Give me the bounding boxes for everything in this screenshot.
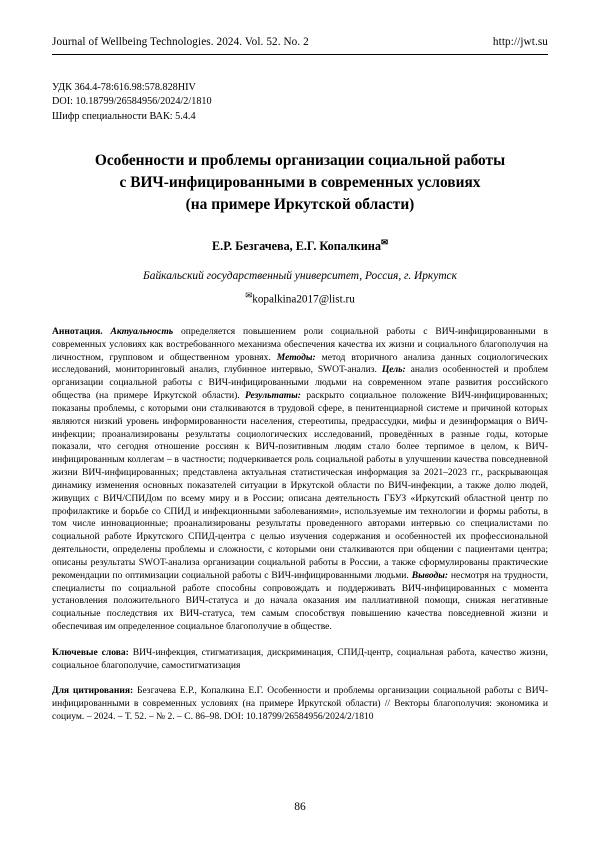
methods-label: Методы:: [276, 351, 316, 363]
email-address[interactable]: kopalkina2017@list.ru: [252, 293, 355, 306]
keywords-label: Ключевые слова:: [52, 646, 129, 658]
running-head: [52, 36, 548, 54]
affiliation: Байкальский государственный университет, Россия, г. Иркутск: [143, 270, 457, 283]
keywords: [52, 647, 548, 673]
journal-reference: Journal of Wellbeing Technologies. 2024. Vol. 52. No. 2: [52, 36, 309, 48]
udk-code: УДК 364.4-78:616.98:578.828HIV: [52, 82, 196, 93]
keywords-text: ВИЧ-инфекция, стигматизация, дискриминация, СПИД-центр, социальная работа, качество жизни, социальное благополучие, самостигматизация: [52, 646, 548, 671]
author-names: Е.Р. Безгачева, Е.Г. Копалкина: [212, 239, 381, 254]
methods-text: метод вторичного анализа данных социологических исследований, мониторинговый анализ, глубинное интервью, SWOT-анализ.: [52, 351, 548, 376]
results-text: раскрыто социальное положение ВИЧ-инфицированных; показаны проблемы, с которыми они сталкиваются в трудовой сфере, в пенитенциарной системе и причиной которых являются низкий уровень информированности населения, стереотипы, предрассудки, мифы и дезинформация о ВИЧ-инфекции; проанализированы результаты социологических исследований, проведённых в разные годы, которые показали, что сегодня отношение россиян к ВИЧ-позитивным людям стало более терпимое в целом, к ВИЧ-инфицированным коллегам – в частности; подчеркивается роль социальной работы в улучшении качества повседневной жизни ВИЧ-инфицированных; представлена актуальная статистическая информация за 2021–2023 гг., раскрывающая динамику изменения основных показателей ситуации в Иркутской области по ВИЧ-инфекции, а также долю людей, живущих с ВИЧ/СПИДом по всему миру и в России; описана деятельность ГБУЗ «Иркутский областной центр по профилактике и борьбе со СПИД и инфекционными заболеваниями», используемые им технологии и формы работы, в том числе инновационные; проанализированы результаты проведенного авторами интервью со специалистами по социальной работе Иркутского СПИД-центра с целью изучения содержания и особенностей их профессиональной деятельности, определены проблемы и сложности, с которыми они сталкиваются при общении с пациентами центра; описаны результаты SWOT-анализа организации социальной работы в России, а также сформулированы практические рекомендации по оптимизации социальной работы с ВИЧ-инфицированными людьми.: [52, 390, 548, 581]
relevance-text: определяется повышением роли социальной работы с ВИЧ-инфицированными в современных условиях как востребованного механизма обеспечения качества их жизни и социального благополучия на личностном, групповом и общественном уровнях.: [52, 325, 548, 363]
page-number: 86: [294, 801, 306, 813]
vak-code: Шифр специальности ВАК: 5.4.4: [52, 110, 196, 122]
title-line-1: Особенности и проблемы организации социальной работы: [94, 152, 506, 170]
journal-url[interactable]: http://jwt.su: [492, 36, 548, 48]
envelope-icon: ✉: [245, 291, 253, 301]
results-label: Результаты:: [245, 390, 301, 402]
abstract: [52, 326, 548, 634]
page-title: [58, 150, 542, 215]
conclusions-text: несмотря на трудности, специалисты по социальной работе способны сопровождать и поддерживать ВИЧ-инфицированных с момента установления положительного ВИЧ-статуса и до начала оказания им паллиативной помощи, снижая негативные социальные последствия их ВИЧ-статуса, тем самым способствуя повышению качества повседневной жизни и обеспечивая им определенное социальное благополучие в обществе.: [52, 569, 548, 632]
relevance-label: Актуальность: [110, 325, 174, 337]
author-list: [52, 237, 548, 254]
goal-text: анализ особенностей и проблем организации социальной работы с ВИЧ-инфицированными людьми на современном этапе развития российского общества (на примере Иркутской области).: [52, 364, 548, 402]
header-divider: [52, 54, 548, 55]
envelope-icon: ✉: [380, 238, 388, 248]
conclusions-label: Выводы:: [411, 569, 449, 581]
doi-code[interactable]: DOI: 10.18799/26584956/2024/2/1810: [52, 96, 212, 108]
contact-email: [52, 290, 548, 306]
title-line-3: (на примере Иркутской области): [185, 195, 415, 213]
abstract-label: Аннотация.: [52, 325, 103, 337]
goal-label: Цель:: [381, 364, 406, 376]
article-identifiers: [52, 81, 548, 124]
citation: [52, 685, 548, 723]
title-line-2: с ВИЧ-инфицированными в современных условиях: [119, 174, 481, 192]
citation-text: Безгачева Е.Р., Копалкина Е.Г. Особенности и проблемы организации социальной работы с ВИЧ-инфицированными в современных условиях (на примере Иркутской области) // Векторы благополучия: экономика и социум. – 2024. – Т. 52. – № 2. – С. 86–98. DOI: 10.18799/26584956/2024/2/1810: [52, 685, 548, 723]
citation-label: Для цитирования:: [52, 685, 134, 697]
